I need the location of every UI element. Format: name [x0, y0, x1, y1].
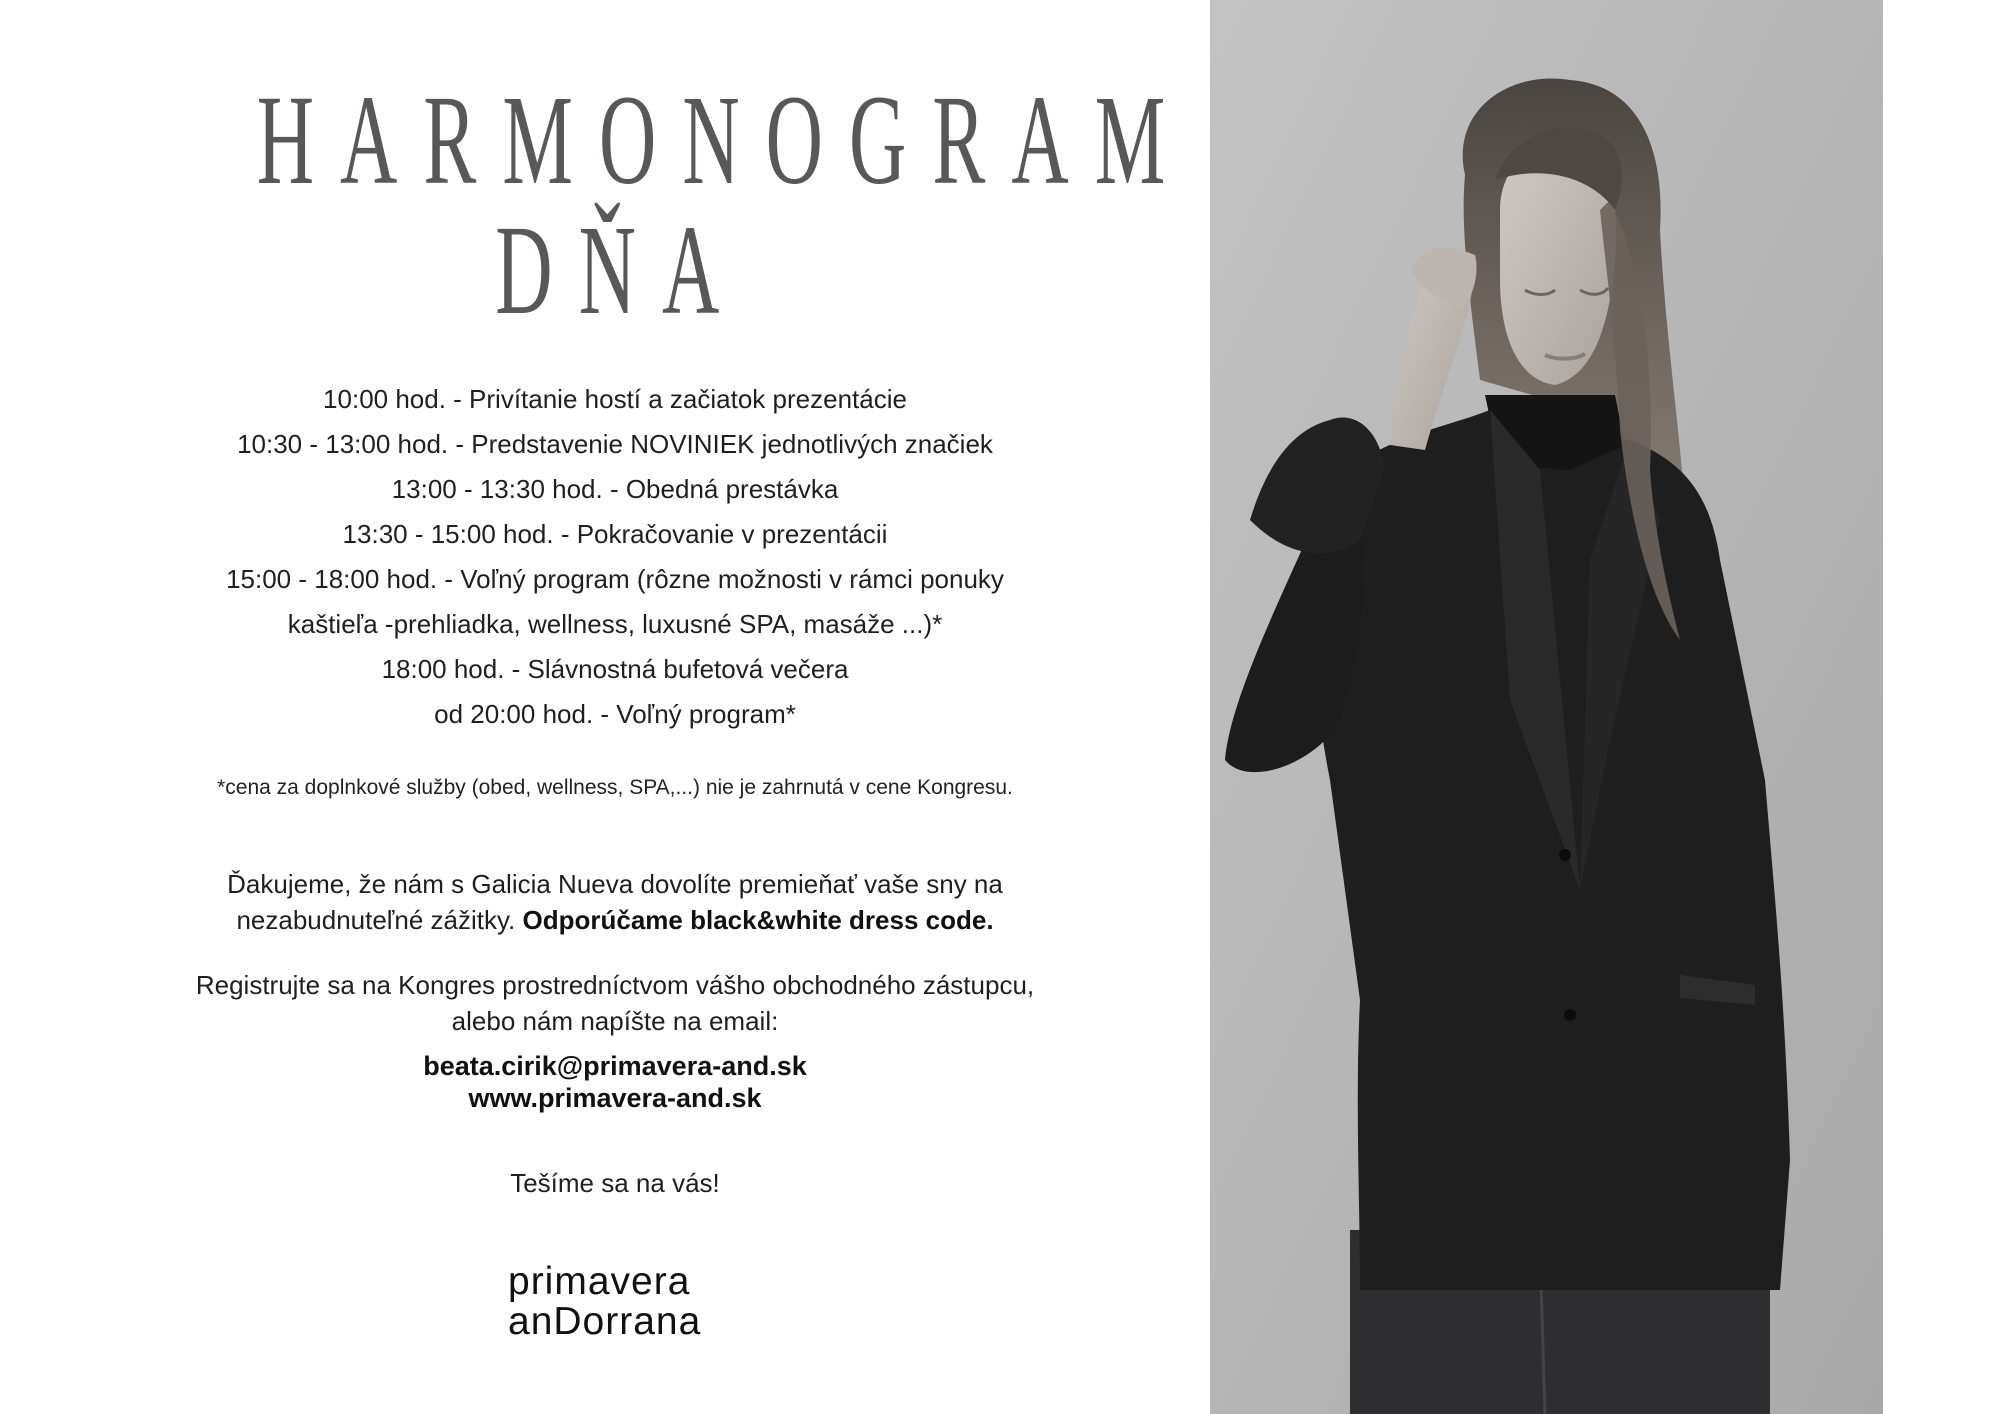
- contacts: [0, 1050, 1230, 1114]
- price-note: *cena za doplnkové služby (obed, wellness, SPA,...) nie je zahrnutá v cene Kongresu.: [217, 776, 1013, 799]
- schedule-item: 13:30 - 15:00 hod. - Pokračovanie v prezentácii: [342, 519, 888, 549]
- logo-line-2: anDorrana: [508, 1300, 702, 1343]
- schedule-list: [0, 377, 1230, 737]
- website-link[interactable]: www.primavera-and.sk: [468, 1083, 762, 1113]
- schedule-item: od 20:00 hod. - Voľný program*: [434, 699, 796, 729]
- email-link[interactable]: beata.cirik@primavera-and.sk: [423, 1051, 807, 1081]
- schedule-item: 18:00 hod. - Slávnostná bufetová večera: [381, 654, 849, 684]
- closing-text: Tešíme sa na vás!: [510, 1168, 720, 1198]
- title-line-1: HARMONOGRAM: [256, 69, 1192, 211]
- dress-code: Odporúčame black&white dress code.: [522, 905, 994, 935]
- page-margin: [1883, 0, 2000, 1414]
- register-line-1: Registrujte sa na Kongres prostredníctvom vášho obchodného zástupcu,: [195, 970, 1035, 1000]
- schedule-item: 10:00 hod. - Privítanie hostí a začiatok prezentácie: [323, 384, 907, 414]
- thanks-line-2: [0, 902, 1230, 938]
- logo-line-1: primavera: [508, 1260, 691, 1303]
- woman-in-black-blazer-photo: [1210, 0, 1883, 1414]
- schedule-item: kaštieľa -prehliadka, wellness, luxusné SPA, masáže ...)*: [287, 609, 943, 639]
- title-line-2: DŇA: [495, 199, 746, 341]
- brand-logo: [508, 1262, 728, 1342]
- thanks-line-1: Ďakujeme, že nám s Galicia Nueva dovolíte premieňať vaše sny na: [227, 869, 1003, 899]
- register-paragraph: [0, 967, 1230, 1039]
- schedule-item: 13:00 - 13:30 hod. - Obedná prestávka: [391, 474, 839, 504]
- thanks-line-2-text: nezabudnuteľné zážitky.: [236, 905, 516, 935]
- schedule-item: 15:00 - 18:00 hod. - Voľný program (rôzne možnosti v rámci ponuky: [226, 564, 1004, 594]
- schedule-item: 10:30 - 13:00 hod. - Predstavenie NOVINIEK jednotlivých značiek: [237, 429, 993, 459]
- thanks-paragraph: [0, 866, 1230, 938]
- register-line-2: alebo nám napíšte na email:: [451, 1006, 779, 1036]
